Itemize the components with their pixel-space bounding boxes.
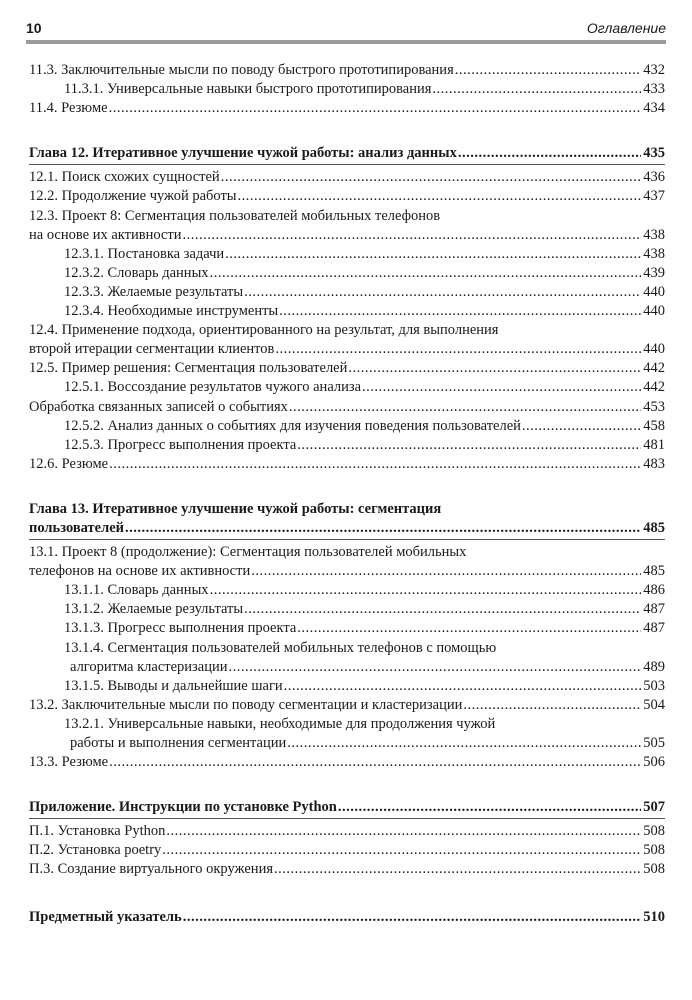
toc-entry: 13.1.2. Желаемые результаты ..... 487 <box>29 600 665 619</box>
toc-entry: телефонов на основе их активности ..... 485 <box>29 562 665 581</box>
toc-entry: 12.5.3. Прогресс выполнения проекта ..... 481 <box>29 436 665 455</box>
toc-entry-line: 12.3. Проект 8: Сегментация пользователей мобильных телефонов <box>29 207 441 224</box>
toc-entry: второй итерации сегментации клиентов ..... 440 <box>29 340 665 359</box>
toc-entry: Обработка связанных записей о событиях ..... 453 <box>29 398 665 417</box>
toc-entry-line: 13.2.1. Универсальные навыки, необходимые для продолжения чужой <box>64 715 496 732</box>
toc-entry: 12.5.1. Воссоздание результатов чужого анализа ..... 442 <box>29 378 665 397</box>
toc-entry: 12.3.3. Желаемые результаты ..... 440 <box>29 283 665 302</box>
running-title: Оглавление <box>586 20 666 36</box>
toc-entry: 13.1.1. Словарь данных ..... 486 <box>29 581 665 600</box>
toc-entry-line: 12.4. Применение подхода, ориентированного на результат, для выполнения <box>29 322 499 339</box>
toc-entry: 11.3.1. Универсальные навыки быстрого прототипирования ..... 433 <box>29 80 665 99</box>
toc-entry: 12.3.1. Постановка задачи ..... 438 <box>29 245 665 264</box>
toc-entry: 12.5. Пример решения: Сегментация пользователей ..... 442 <box>29 359 665 378</box>
toc-entry-line: 13.1.4. Сегментация пользователей мобильных телефонов с помощью <box>64 639 497 656</box>
toc-entry: 11.4. Резюме ..... 434 <box>29 99 665 118</box>
toc-entry: 13.2. Заключительные мысли по поводу сегментации и кластеризации ..... 504 <box>29 696 665 715</box>
toc-entry: П.1. Установка Python ..... 508 <box>29 822 665 841</box>
toc-entry: работы и выполнения сегментации ..... 505 <box>29 734 665 753</box>
toc-entry: П.3. Создание виртуального окружения ..... 508 <box>29 860 665 879</box>
chapter-rule <box>29 817 665 822</box>
chapter-heading: Глава 12. Итеративное улучшение чужой работы: анализ данных ..... 435 <box>29 144 665 163</box>
toc-entry: 12.5.2. Анализ данных о событиях для изучения поведения пользователей ..... 458 <box>29 417 665 436</box>
page-number: 10 <box>26 20 42 36</box>
toc-entry: 13.1.5. Выводы и дальнейшие шаги ..... 503 <box>29 677 665 696</box>
chapter-heading: пользователей ..... 485 <box>29 519 665 538</box>
toc-entry: алгоритма кластеризации ..... 489 <box>29 658 665 677</box>
chapter-rule <box>29 163 665 168</box>
toc-entry: 12.3.2. Словарь данных ..... 439 <box>29 264 665 283</box>
toc-entry-line: 13.1. Проект 8 (продолжение): Сегментация пользователей мобильных <box>29 544 467 561</box>
running-header <box>26 20 666 40</box>
toc-entry: 12.2. Продолжение чужой работы ..... 437 <box>29 187 665 206</box>
toc-entry: 12.1. Поиск схожих сущностей ..... 436 <box>29 168 665 187</box>
toc-entry: 13.3. Резюме ..... 506 <box>29 753 665 772</box>
table-of-contents <box>29 61 665 927</box>
toc-entry: 12.6. Резюме ..... 483 <box>29 455 665 474</box>
chapter-heading-line: Глава 13. Итеративное улучшение чужой работы: сегментация <box>29 500 442 517</box>
toc-entry: 13.1.3. Прогресс выполнения проекта ..... 487 <box>29 619 665 638</box>
toc-entry: 11.3. Заключительные мысли по поводу быстрого прототипирования ..... 432 <box>29 61 665 80</box>
toc-entry: на основе их активности ..... 438 <box>29 226 665 245</box>
header-rule <box>26 40 666 44</box>
appendix-heading: Приложение. Инструкции по установке Python ..... 507 <box>29 798 665 817</box>
toc-entry: П.2. Установка poetry ..... 508 <box>29 841 665 860</box>
toc-entry: 12.3.4. Необходимые инструменты ..... 440 <box>29 302 665 321</box>
index-heading: Предметный указатель ..... 510 <box>29 908 665 927</box>
chapter-rule <box>29 538 665 543</box>
